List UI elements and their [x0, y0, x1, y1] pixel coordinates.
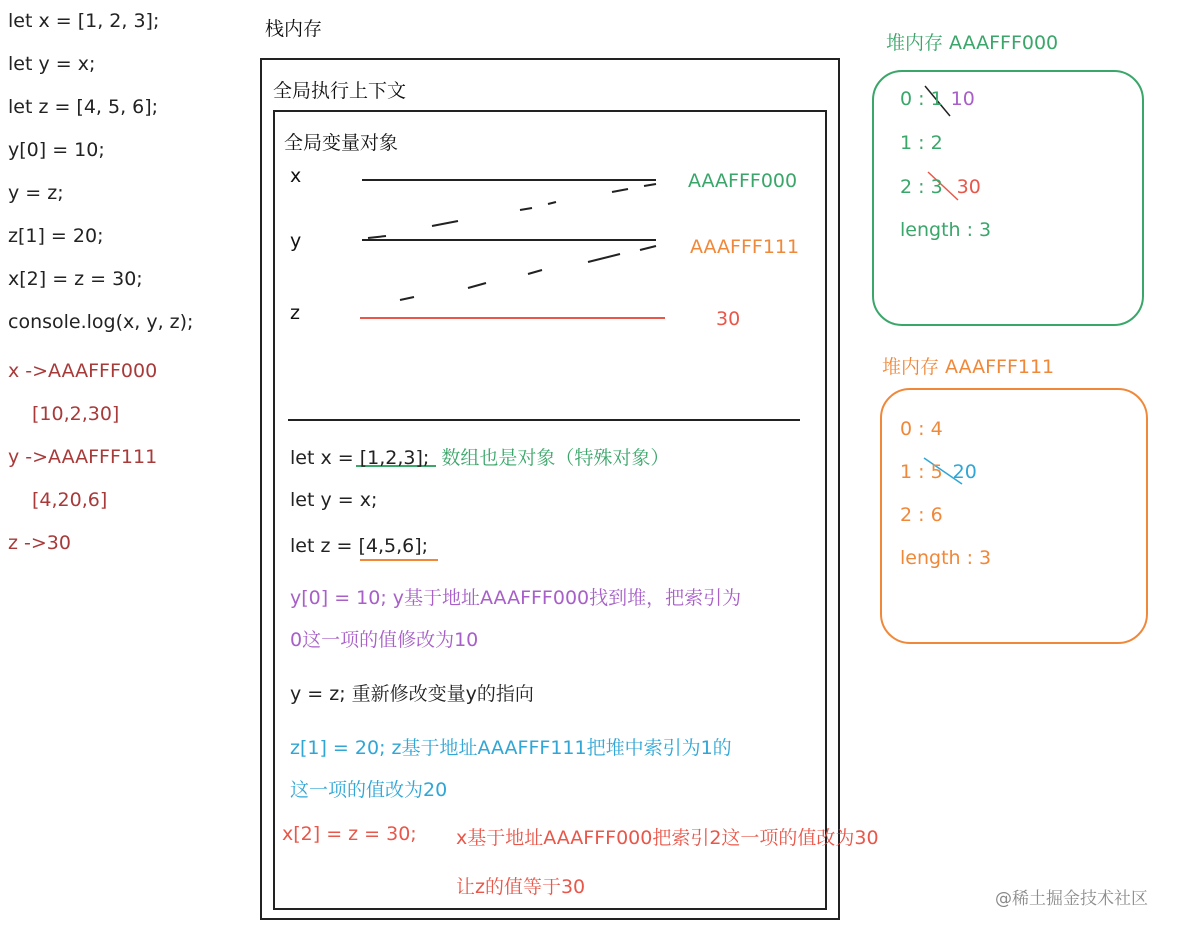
heap1-item-3: length : 3 [900, 219, 992, 241]
heap1-old-2: 3 [930, 176, 943, 198]
var-name-y: y [290, 230, 302, 252]
code-line: z[1] = 20; [8, 225, 104, 247]
code-line: y = z; [8, 182, 64, 204]
heap2-item-2: 2 : 6 [900, 504, 943, 526]
expl-1-code: let x = [290, 447, 360, 469]
expl-line-6b: 这一项的值改为20 [290, 779, 448, 801]
result-line: z ->30 [8, 532, 71, 554]
heap2-key-1: 1 : [900, 461, 931, 483]
vo-title: 全局变量对象 [284, 132, 399, 154]
expl-line-1 [290, 443, 669, 470]
stack-title: 栈内存 [265, 18, 323, 40]
heap1-title: 堆内存 AAAFFF000 [886, 32, 1059, 54]
expl-line-7-note: x基于地址AAAFFF000把索引2这一项的值改为30 [456, 827, 879, 849]
heap2-item-3: length : 3 [900, 547, 992, 569]
heap1-item-1: 1 : 2 [900, 132, 943, 154]
expl-1-note: 数组也是对象（特殊对象） [441, 447, 670, 469]
expl-3-code: let z = [290, 535, 359, 557]
expl-line-2: let y = x; [290, 489, 378, 511]
heap2-new-1: 20 [952, 461, 977, 483]
var-value-y: AAAFFF111 [690, 236, 800, 258]
heap1-key-2: 2 : [900, 176, 931, 198]
watermark: @稀土掘金技术社区 [995, 889, 1148, 909]
dashed-pointer-y-new [400, 246, 656, 300]
dashed-pointer-y-old [368, 184, 656, 238]
heap1-new-2: 30 [956, 176, 981, 198]
heap1-item-0 [900, 88, 975, 110]
expl-line-6a: z[1] = 20; z基于地址AAAFFF111把堆中索引为1的 [290, 737, 732, 759]
var-value-z: 30 [716, 308, 741, 330]
code-line: x[2] = z = 30; [8, 268, 143, 290]
result-line: y ->AAAFFF111 [8, 446, 158, 468]
result-line: x ->AAAFFF000 [8, 360, 158, 382]
expl-line-7-code: x[2] = z = 30; [282, 823, 417, 845]
heap2-item-0: 0 : 4 [900, 418, 943, 440]
expl-line-4a: y[0] = 10; y基于地址AAAFFF000找到堆，把索引为 [290, 587, 742, 609]
code-line: let x = [1, 2, 3]; [8, 10, 160, 32]
expl-3-array: [4,5,6]; [358, 535, 429, 557]
code-line: let z = [4, 5, 6]; [8, 96, 159, 118]
heap2-old-1: 5 [930, 461, 943, 483]
var-value-x: AAAFFF000 [688, 170, 798, 192]
heap1-new-0: 10 [950, 88, 975, 110]
result-line: [4,20,6] [32, 489, 108, 511]
expl-line-5: y = z; 重新修改变量y的指向 [290, 683, 534, 705]
code-line: let y = x; [8, 53, 96, 75]
expl-line-3 [290, 535, 428, 557]
heap2-title: 堆内存 AAAFFF111 [882, 356, 1055, 378]
code-line: console.log(x, y, z); [8, 311, 194, 333]
result-line: [10,2,30] [32, 403, 120, 425]
var-name-x: x [290, 165, 302, 187]
context-title: 全局执行上下文 [273, 80, 407, 102]
heap1-old-0: 1 [930, 88, 943, 110]
code-line: y[0] = 10; [8, 139, 105, 161]
var-name-z: z [290, 302, 300, 324]
heap1-item-2 [900, 176, 981, 198]
expl-line-7b: 让z的值等于30 [456, 876, 586, 898]
expl-line-4b: 0这一项的值修改为10 [290, 629, 479, 651]
expl-1-array: [1,2,3]; [359, 447, 430, 469]
heap2-item-1 [900, 461, 977, 483]
heap1-key-0: 0 : [900, 88, 931, 110]
